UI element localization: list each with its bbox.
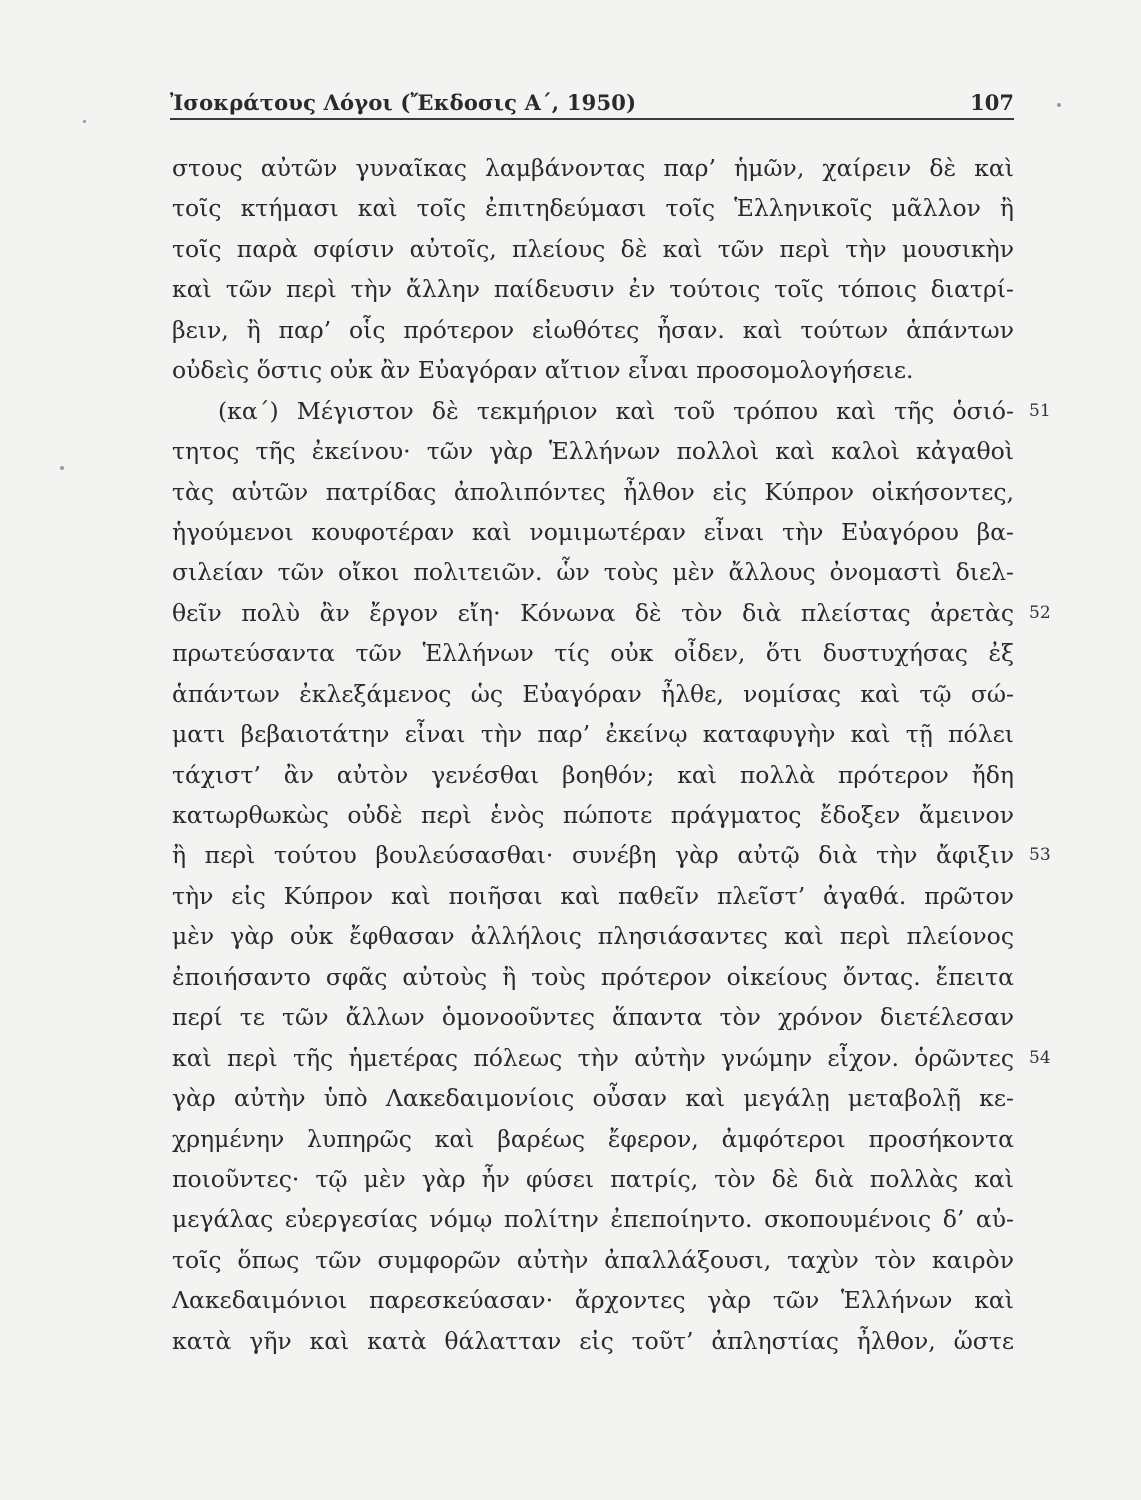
text-line-content: τοῖς ὅπως τῶν συμφορῶν αὐτὴν ἀπαλλάξουσι, ταχὺν τὸν καιρὸν xyxy=(172,1245,1014,1274)
text-line-content: ποιοῦντες· τῷ μὲν γὰρ ἦν φύσει πατρίς, τὸν δὲ διὰ πολλὰς καὶ xyxy=(172,1164,1014,1193)
running-header xyxy=(170,88,1014,120)
section-number: 52 xyxy=(1029,602,1051,623)
text-line xyxy=(172,1199,1014,1239)
text-line-content: γὰρ αὐτὴν ὑπὸ Λακεδαιμονίοις οὖσαν καὶ μεγάλῃ μεταβολῇ κε- xyxy=(172,1084,1014,1113)
text-line-content: τοῖς κτήμασι καὶ τοῖς ἐπιτηδεύμασι τοῖς Ἑλληνικοῖς μᾶλλον ἢ xyxy=(172,194,1014,223)
paper-speck xyxy=(83,120,86,123)
text-line-content: βειν, ἢ παρ’ οἷς πρότερον εἰωθότες ἦσαν. καὶ τούτων ἁπάντων xyxy=(172,315,1014,344)
paper-speck xyxy=(60,466,64,470)
text-line-content: μεγάλας εὐεργεσίας νόμῳ πολίτην ἐπεποίηντο. σκοπουμένοις δ’ αὐ- xyxy=(172,1205,1014,1234)
running-header-title: Ἰσοκράτους Λόγοι (Ἔκδοσις Α΄, 1950) xyxy=(170,90,637,115)
text-line-content: κατωρθωκὼς οὐδὲ περὶ ἑνὸς πώποτε πράγματος ἔδοξεν ἄμεινον xyxy=(172,801,1014,829)
text-line xyxy=(172,350,1014,390)
text-line-content: ματι βεβαιοτάτην εἶναι τὴν παρ’ ἐκείνῳ καταφυγὴν καὶ τῇ πόλει xyxy=(172,720,1014,749)
text-line xyxy=(172,472,1014,512)
text-line-content: ἢ περὶ τούτου βουλεύσασθαι· συνέβη γὰρ αὐτῷ διὰ τὴν ἄφιξιν xyxy=(172,841,1014,870)
text-line xyxy=(172,1159,1014,1199)
text-line-content: τητος τῆς ἐκείνου· τῶν γὰρ Ἑλλήνων πολλοὶ καὶ καλοὶ κἀγαθοὶ xyxy=(172,437,1014,466)
text-line xyxy=(172,997,1014,1037)
text-line-content: καὶ τῶν περὶ τὴν ἄλλην παίδευσιν ἐν τούτοις τοῖς τόποις διατρί- xyxy=(172,275,1014,304)
text-line-content: ἁπάντων ἐκλεξάμενος ὡς Εὐαγόραν ἦλθε, νομίσας καὶ τῷ σώ- xyxy=(172,679,1014,708)
text-line-content: κατὰ γῆν καὶ κατὰ θάλατταν εἰς τοῦτ’ ἀπληστίας ἦλθον, ὥστε xyxy=(172,1326,1014,1355)
text-line-content: μὲν γὰρ οὐκ ἔφθασαν ἀλλήλοις πλησιάσαντες καὶ περὶ πλείονος xyxy=(172,922,1014,951)
text-line xyxy=(172,148,1014,188)
text-line-content: Λακεδαιμόνιοι παρεσκεύασαν· ἄρχοντες γὰρ τῶν Ἑλλήνων καὶ xyxy=(172,1286,1014,1315)
paper-speck xyxy=(1057,103,1061,107)
text-line xyxy=(172,269,1014,309)
text-line xyxy=(172,957,1014,997)
text-line-content: (κα΄) Μέγιστον δὲ τεκμήριον καὶ τοῦ τρόπου καὶ τῆς ὁσιό- xyxy=(218,396,1014,425)
text-line xyxy=(172,835,1051,875)
text-line xyxy=(172,229,1014,269)
text-line xyxy=(172,512,1014,552)
text-line-content: καὶ περὶ τῆς ἡμετέρας πόλεως τὴν αὐτὴν γνώμην εἶχον. ὁρῶντες xyxy=(172,1043,1014,1072)
text-line xyxy=(172,674,1014,714)
body-text xyxy=(172,148,1051,1361)
text-line-content: οὐδεὶς ὅστις οὐκ ἂν Εὐαγόραν αἴτιον εἶναι προσομολογήσειε. xyxy=(172,356,914,385)
text-line xyxy=(172,633,1014,673)
text-line xyxy=(172,755,1014,795)
text-line xyxy=(172,876,1014,916)
text-line-content: τάχιστ’ ἂν αὐτὸν γενέσθαι βοηθόν; καὶ πολλὰ πρότερον ἤδη xyxy=(172,760,1014,789)
text-line-content: στους αὐτῶν γυναῖκας λαμβάνοντας παρ’ ἡμῶν, χαίρειν δὲ καὶ xyxy=(172,154,1014,182)
text-line xyxy=(172,916,1014,956)
section-number: 51 xyxy=(1029,400,1051,421)
text-line xyxy=(172,431,1014,471)
text-line-content: πρωτεύσαντα τῶν Ἑλλήνων τίς οὐκ οἶδεν, ὅτι δυστυχήσας ἐξ xyxy=(172,639,1014,668)
page-number: 107 xyxy=(970,90,1014,115)
text-line xyxy=(172,552,1014,592)
text-line-content: σιλείαν τῶν οἴκοι πολιτειῶν. ὧν τοὺς μὲν ἄλλους ὀνομαστὶ διελ- xyxy=(172,558,1014,587)
text-line xyxy=(172,1038,1051,1078)
text-line xyxy=(172,391,1051,431)
text-line xyxy=(172,188,1014,228)
text-line-content: χρημένην λυπηρῶς καὶ βαρέως ἔφερον, ἀμφότεροι προσήκοντα xyxy=(172,1124,1014,1153)
text-line-content: περί τε τῶν ἄλλων ὁμονοοῦντες ἅπαντα τὸν χρόνον διετέλεσαν xyxy=(172,1003,1014,1032)
section-number: 54 xyxy=(1029,1047,1051,1068)
text-line xyxy=(172,795,1014,835)
text-line xyxy=(172,1321,1014,1361)
text-line-content: τοῖς παρὰ σφίσιν αὐτοῖς, πλείους δὲ καὶ τῶν περὶ τὴν μουσικὴν xyxy=(172,234,1014,263)
text-line xyxy=(172,593,1051,633)
text-line-content: τὴν εἰς Κύπρον καὶ ποιῆσαι καὶ παθεῖν πλεῖστ’ ἀγαθά. πρῶτον xyxy=(172,881,1014,910)
text-line-content: θεῖν πολὺ ἂν ἔργον εἴη· Κόνωνα δὲ τὸν διὰ πλείστας ἀρετὰς xyxy=(172,598,1014,627)
text-line-content: τὰς αὑτῶν πατρίδας ἀπολιπόντες ἦλθον εἰς Κύπρον οἰκήσοντες, xyxy=(172,477,1014,506)
text-line-content: ἐποιήσαντο σφᾶς αὐτοὺς ἢ τοὺς πρότερον οἰκείους ὄντας. ἔπειτα xyxy=(172,962,1014,991)
text-line xyxy=(172,310,1014,350)
section-number: 53 xyxy=(1029,845,1051,866)
text-line xyxy=(172,1078,1014,1118)
text-line-content: ἡγούμενοι κουφοτέραν καὶ νομιμωτέραν εἶναι τὴν Εὐαγόρου βα- xyxy=(172,517,1014,546)
text-line xyxy=(172,1280,1014,1320)
text-line xyxy=(172,1119,1014,1159)
text-line xyxy=(172,1240,1014,1280)
text-line xyxy=(172,714,1014,754)
